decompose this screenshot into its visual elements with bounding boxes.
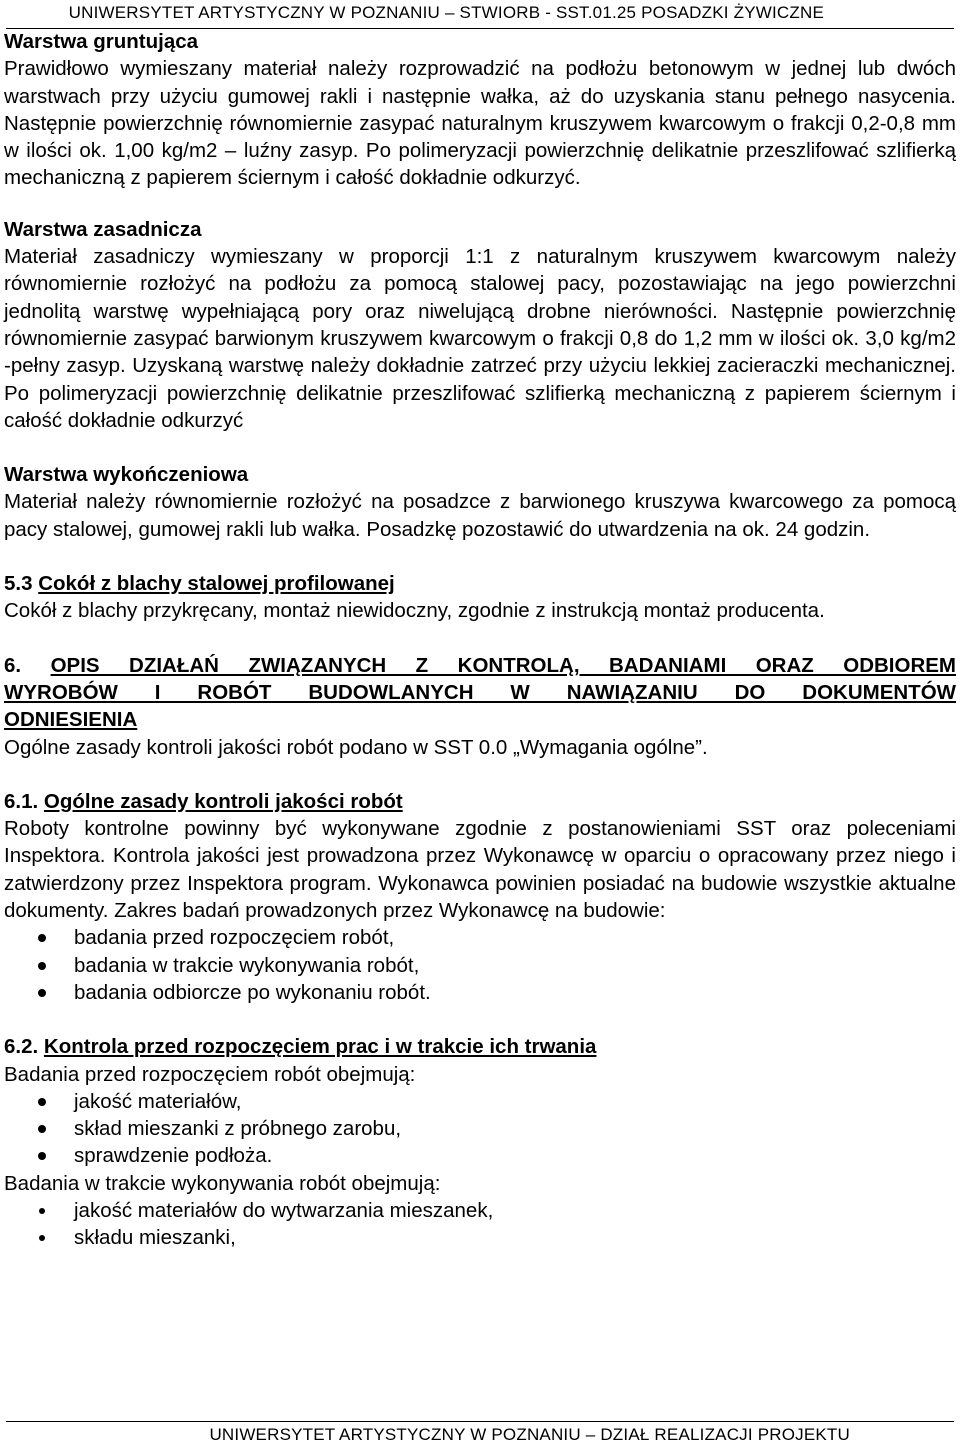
heading-section-6 xyxy=(4,652,956,734)
heading-section-6-2-title: Kontrola przed rozpoczęciem prac i w trakcie ich trwania xyxy=(43,1035,597,1059)
heading-gruntujaca: Warstwa gruntująca xyxy=(4,30,199,53)
heading-section-6-line2: WYROBÓW I ROBÓT BUDOWLANYCH W NAWIĄZANIU DO DOKUMENTÓW xyxy=(4,680,956,704)
paragraph-zasadnicza: Materiał zasadniczy wymieszany w proporcji 1:1 z naturalnym kruszywem kwarcowym należy równomiernie rozłożyć na podłożu za pomocą stalowej pacy, pozostawiając na jego powierzchni jednolitą warstwę wypełniającą pory oraz niwelującą drobne nierówności. Następnie powierzchnię równomiernie zasypać barwionym kruszywem kwarcowym o frakcji 0,8 do 1,2 mm w ilości ok. 3,0 kg/m2 -pełny zasyp. Uzyskaną warstwę należy dokładnie zatrzeć przy użyciu lekkiej zacieraczki mechanicznej. Po polimeryzacji powierzchnię delikatnie przeszlifować szlifierką mechaniczną z papierem ściernym i całość dokładnie odkurzyć xyxy=(4,245,956,432)
list-during-works xyxy=(4,1197,956,1252)
paragraph-section-6-1: Roboty kontrolne powinny być wykonywane zgodnie z postanowieniami SST oraz poleceniami Inspektora. Kontrola jakości jest prowadzona przez Wykonawcę w oparciu o opracowany przez niego i zatwierdzony przez Inspektora program. Wykonawca powinien posiadać na budowie wszystkie aktualne dokumenty. Zakres badań prowadzonych przez Wykonawcę na budowie: xyxy=(4,817,956,923)
document-body xyxy=(4,28,956,1252)
heading-cokol-title: Cokół z blachy stalowej profilowanej xyxy=(38,572,395,596)
page-footer xyxy=(6,1421,954,1448)
heading-section-6-2-number: 6.2. xyxy=(4,1035,39,1059)
paragraph-section-6: Ogólne zasady kontroli jakości robót podano w SST 0.0 „Wymagania ogólne”. xyxy=(4,735,708,759)
page-header xyxy=(6,0,954,29)
heading-wykonczeniowa: Warstwa wykończeniowa xyxy=(4,463,249,487)
list-item: skład mieszanki z próbnego zarobu, xyxy=(4,1115,956,1142)
list-before-works xyxy=(4,1088,956,1170)
heading-section-6-2 xyxy=(4,1033,956,1060)
header-text: UNIWERSYTET ARTYSTYCZNY W POZNANIU – STWIORB - SST.01.25 POSADZKI ŻYWICZNE xyxy=(68,3,824,22)
heading-section-6-1-number: 6.1. xyxy=(4,789,39,813)
heading-section-6-1 xyxy=(4,788,956,815)
intro-during-works: Badania w trakcie wykonywania robót obejmują: xyxy=(4,1171,441,1195)
list-item: sprawdzenie podłoża. xyxy=(4,1142,956,1169)
list-item: badania odbiorcze po wykonaniu robót. xyxy=(4,979,956,1006)
footer-text: UNIWERSYTET ARTYSTYCZNY W POZNANIU – DZIAŁ REALIZACJI PROJEKTU xyxy=(209,1425,850,1444)
list-item: jakość materiałów, xyxy=(4,1088,956,1115)
paragraph-wykonczeniowa: Materiał należy równomiernie rozłożyć na posadzce z barwionego kruszywa kwarcowego za pomocą pacy stalowej, gumowej rakli lub wałka. Posadzkę pozostawić do utwardzenia na ok. 24 godzin. xyxy=(4,490,956,541)
heading-section-6-line1: OPIS DZIAŁAŃ ZWIĄZANYCH Z KONTROLĄ, BADANIAMI ORAZ ODBIOREM xyxy=(50,653,957,677)
heading-cokol-number: 5.3 xyxy=(4,572,33,596)
list-section-6-1 xyxy=(4,924,956,1006)
heading-section-6-number: 6. xyxy=(4,653,22,677)
list-item: jakość materiałów do wytwarzania mieszanek, xyxy=(4,1197,956,1224)
list-item: badania przed rozpoczęciem robót, xyxy=(4,924,956,951)
heading-section-6-line3: ODNIESIENIA xyxy=(4,708,138,732)
list-item: składu mieszanki, xyxy=(4,1224,956,1251)
list-item: badania w trakcie wykonywania robót, xyxy=(4,952,956,979)
paragraph-gruntujaca: Prawidłowo wymieszany materiał należy rozprowadzić na podłożu betonowym w jednej lub dwóch warstwach przy użyciu gumowej rakli i następnie wałka, aż do uzyskania stanu pełnego nasycenia. Następnie powierzchnię równomiernie zasypać naturalnym kruszywem kwarcowym o frakcji 0,2-0,8 mm w ilości ok. 1,00 kg/m2 – luźny zasyp. Po polimeryzacji powierzchnię delikatnie przeszlifować szlifierką mechaniczną z papierem ściernym i całość dokładnie odkurzyć. xyxy=(4,57,956,190)
paragraph-cokol: Cokół z blachy przykręcany, montaż niewidoczny, zgodnie z instrukcją montaż producenta. xyxy=(4,599,825,623)
heading-section-6-1-title: Ogólne zasady kontroli jakości robót xyxy=(43,789,403,813)
intro-before-works: Badania przed rozpoczęciem robót obejmują: xyxy=(4,1062,416,1086)
heading-cokol xyxy=(4,570,956,597)
heading-zasadnicza: Warstwa zasadnicza xyxy=(4,217,202,241)
